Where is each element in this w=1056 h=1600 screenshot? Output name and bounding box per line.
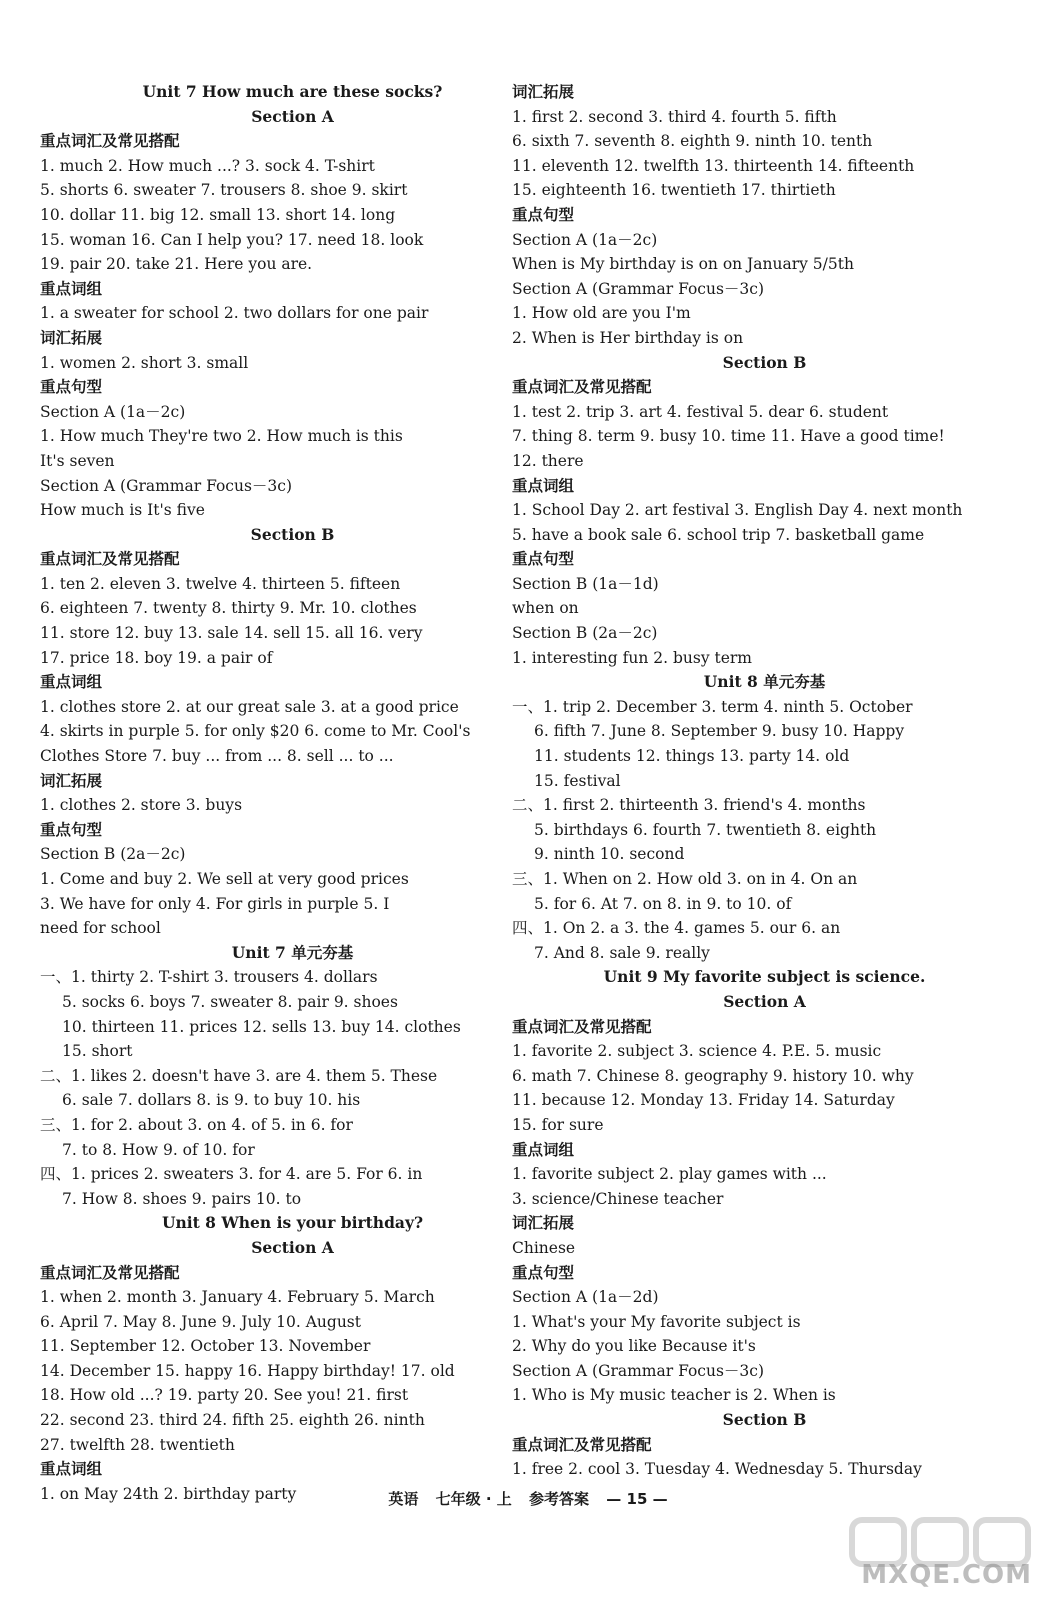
answer-line: Section A (1a－2c) [40,402,186,421]
category-heading: 重点句型 [512,1262,575,1282]
category-heading: 重点词组 [40,278,103,298]
category-heading: 重点词组 [512,475,575,495]
answer-line: 2. When is Her birthday is on [512,328,744,347]
unit-title: Unit 7 How much are these socks? [142,82,443,101]
answer-line: 1. School Day 2. art festival 3. English Day 4. next month [512,501,963,520]
unit-title: Unit 9 My favorite subject is science. [603,967,926,987]
answer-line: 1. Come and buy 2. We sell at very good prices [40,870,409,888]
answer-line: 6. April 7. May 8. June 9. July 10. August [40,1312,361,1331]
section-heading: Section A [251,106,334,126]
page-footer [0,1488,1056,1509]
section-heading: Section B [722,352,807,372]
answer-line: 7. to 8. How 9. of 10. for [62,1140,255,1159]
answer-line: 18. How old ...? 19. party 20. See you! 21. first [40,1386,409,1405]
answer-line: 11. eleventh 12. twelfth 13. thirteenth 14. fifteenth [512,156,915,175]
answer-line: 19. pair 20. take 21. Here you are. [40,255,313,274]
answer-line: 1. free 2. cool 3. Tuesday 4. Wednesday 5. Thursday [512,1460,922,1479]
section-heading: Unit 7 单元夯基 [231,942,354,962]
answer-line: 7. thing 8. term 9. busy 10. time 11. Have a good time! [512,427,945,446]
answer-line: Section B (2a－2c) [40,845,186,864]
footer-subject: 英语 [388,1490,419,1508]
answer-line: 11. because 12. Monday 13. Friday 14. Saturday [512,1091,895,1110]
answer-line: It's seven [40,451,115,470]
category-heading: 重点词汇及常见搭配 [512,377,652,397]
answer-line: 1. What's your My favorite subject is [512,1312,801,1331]
answer-line: 5. have a book sale 6. school trip 7. basketball game [512,525,925,544]
answer-line: 二、1. likes 2. doesn't have 3. are 4. them 5. These [40,1066,438,1085]
answer-line: 11. students 12. things 13. party 14. old [534,747,850,766]
answer-line: 三、1. When on 2. How old 3. on in 4. On an [512,870,858,888]
answer-line: 3. We have for only 4. For girls in purple 5. I [40,894,390,913]
answer-line: Section B (1a－1d) [512,574,659,593]
answer-line: 2. Why do you like Because it's [512,1337,756,1356]
answer-line: 1. test 2. trip 3. art 4. festival 5. dear 6. student [512,402,889,421]
answer-line: 4. skirts in purple 5. for only $20 6. come to Mr. Cool's [40,722,471,741]
answer-line: 3. science/Chinese teacher [512,1189,724,1208]
answer-line: 7. How 8. shoes 9. pairs 10. to [62,1189,302,1208]
footer-grade: 七年级 · 上 [435,1490,512,1508]
category-heading: 重点词组 [512,1139,575,1159]
answer-line: 10. dollar 11. big 12. small 13. short 14. long [40,205,396,224]
answer-line: 1. Who is My music teacher is 2. When is [512,1386,836,1405]
answer-line: 5. socks 6. boys 7. sweater 8. pair 9. shoes [62,992,398,1011]
answer-line: Section A (Grammar Focus－3c) [40,476,293,495]
answer-line: 1. ten 2. eleven 3. twelve 4. thirteen 5. fifteen [40,574,401,593]
answer-line: 1. favorite 2. subject 3. science 4. P.E. 5. music [512,1042,882,1061]
answer-line: 10. thirteen 11. prices 12. sells 13. buy 14. clothes [62,1017,461,1036]
answer-line: How much is It's five [40,501,205,520]
unit-title: Unit 8 When is your birthday? [161,1213,424,1233]
answer-line: 1. a sweater for school 2. two dollars for one pair [40,304,429,323]
answer-line: 27. twelfth 28. twentieth [40,1435,235,1454]
section-heading: Section A [723,991,806,1011]
footer-page-number: — 15 — [606,1490,668,1508]
answer-line: 二、1. first 2. thirteenth 3. friend's 4. months [512,796,866,815]
right-column [512,80,1017,1482]
answer-line: Chinese [512,1238,576,1257]
answer-line: 一、1. thirty 2. T-shirt 3. trousers 4. dollars [40,968,378,987]
watermark-text: MXQE.COM [861,1560,1032,1590]
answer-line: 15. festival [534,771,621,790]
answer-line: 一、1. trip 2. December 3. term 4. ninth 5. October [512,697,913,716]
left-column [40,80,545,1506]
answer-line: 5. shorts 6. sweater 7. trousers 8. shoe 9. skirt [40,181,408,200]
category-heading: 词汇拓展 [512,1213,575,1233]
category-heading: 重点句型 [512,549,575,569]
answer-line: 6. sixth 7. seventh 8. eighth 9. ninth 10. tenth [512,132,873,151]
category-heading: 词汇拓展 [40,327,103,347]
category-heading: 重点词汇及常见搭配 [40,549,180,569]
answer-line: 9. ninth 10. second [534,845,685,864]
answer-line: 1. clothes 2. store 3. buys [40,796,243,815]
answer-line: 7. And 8. sale 9. really [534,943,710,962]
category-heading: 词汇拓展 [512,82,575,101]
answer-line: 四、1. On 2. a 3. the 4. games 5. our 6. an [512,919,841,938]
footer-label: 参考答案 [529,1490,590,1508]
answer-line: 17. price 18. boy 19. a pair of [40,648,273,667]
category-heading: 重点词汇及常见搭配 [40,1262,180,1282]
category-heading: 词汇拓展 [40,770,103,790]
answer-line: 1. How old are you I'm [512,304,691,323]
answer-line: 15. short [62,1042,133,1061]
answer-line: 1. favorite subject 2. play games with ... [512,1165,827,1184]
answer-line: 15. eighteenth 16. twentieth 17. thirtieth [512,181,836,200]
answer-line: Section A (1a－2c) [512,230,658,249]
answer-line: when on [512,599,579,618]
category-heading: 重点句型 [40,819,103,839]
answer-line: 6. eighteen 7. twenty 8. thirty 9. Mr. 10. clothes [40,599,417,618]
answer-line: 12. there [512,451,584,470]
answer-line: need for school [40,919,161,938]
answer-line: 14. December 15. happy 16. Happy birthday! 17. old [40,1361,455,1380]
answer-line: 1. first 2. second 3. third 4. fourth 5. fifth [512,107,837,126]
section-heading: Unit 8 单元夯基 [703,672,826,692]
answer-line: 22. second 23. third 24. fifth 25. eighth 26. ninth [40,1411,425,1430]
answer-line: 5. for 6. At 7. on 8. in 9. to 10. of [534,894,792,913]
category-heading: 重点词汇及常见搭配 [40,131,180,151]
answer-line: 1. much 2. How much ...? 3. sock 4. T-shirt [40,156,375,175]
answer-line: Section B (2a－2c) [512,624,658,643]
answer-line: Section A (Grammar Focus－3c) [512,1361,765,1380]
answer-line: When is My birthday is on on January 5/5th [512,255,854,274]
answer-line: 四、1. prices 2. sweaters 3. for 4. are 5. For 6. in [40,1165,423,1184]
answer-line: 6. math 7. Chinese 8. geography 9. history 10. why [512,1066,914,1085]
answer-line: 1. women 2. short 3. small [40,353,249,372]
answer-line: Section A (Grammar Focus－3c) [512,279,765,298]
category-heading: 重点词汇及常见搭配 [512,1016,652,1036]
category-heading: 重点词汇及常见搭配 [512,1434,652,1454]
answer-line: 6. sale 7. dollars 8. is 9. to buy 10. his [62,1091,361,1110]
answer-line: 11. store 12. buy 13. sale 14. sell 15. all 16. very [40,624,423,643]
category-heading: 重点句型 [512,204,575,224]
answer-line: 15. for sure [512,1115,604,1134]
answer-line: 5. birthdays 6. fourth 7. twentieth 8. eighth [534,820,877,839]
category-heading: 重点句型 [40,377,103,397]
answer-line: 1. clothes store 2. at our great sale 3. at a good price [40,697,459,716]
answer-line: 11. September 12. October 13. November [40,1337,371,1356]
answer-line: Clothes Store 7. buy ... from ... 8. sell ... to ... [40,747,394,766]
answer-line: 6. fifth 7. June 8. September 9. busy 10. Happy [534,722,905,741]
answer-line: 1. interesting fun 2. busy term [512,648,753,667]
answer-line: 1. How much They're two 2. How much is this [40,427,403,446]
answer-line: Section A (1a－2d) [512,1288,659,1307]
answer-line: 1. when 2. month 3. January 4. February 5. March [40,1288,435,1307]
category-heading: 重点词组 [40,672,103,692]
answer-line: 15. woman 16. Can I help you? 17. need 18. look [40,230,424,249]
section-heading: Section A [251,1237,334,1257]
category-heading: 重点词组 [40,1459,103,1479]
section-heading: Section B [722,1410,807,1430]
section-heading: Section B [250,524,335,544]
answer-line: 三、1. for 2. about 3. on 4. of 5. in 6. for [40,1115,353,1134]
answer-line: 1. on May 24th 2. birthday party [40,1484,297,1503]
